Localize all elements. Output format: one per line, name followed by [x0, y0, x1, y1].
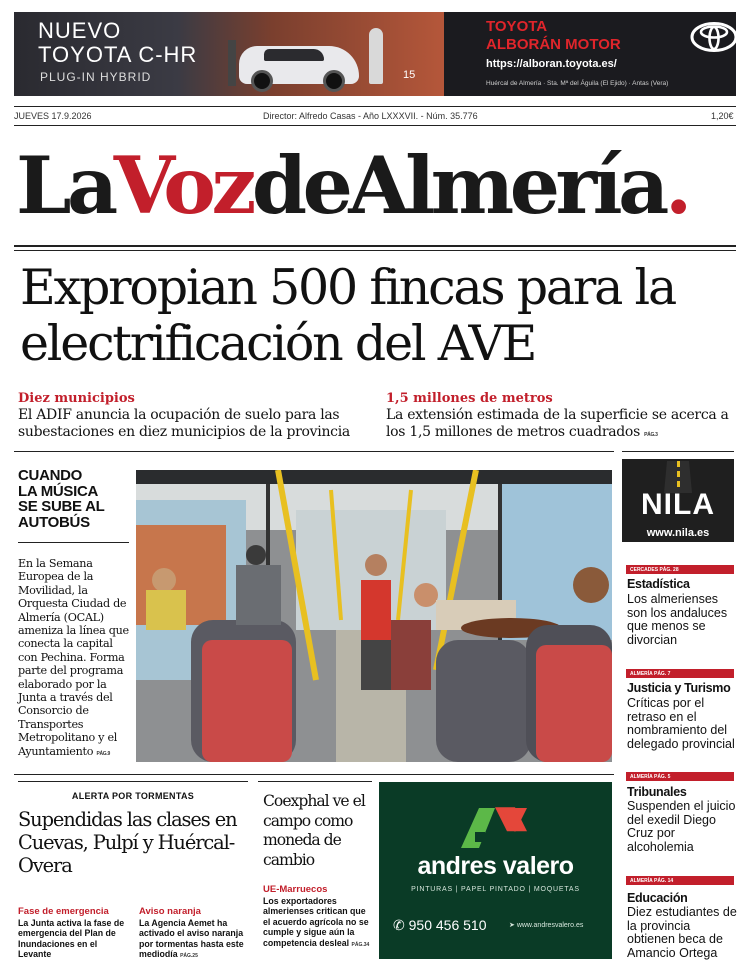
brief-tag: CERCADES PÁG. 28	[626, 565, 734, 574]
andres-valero-brand: andres valero	[417, 852, 574, 880]
music-body[interactable]: En la Semana Europea de la Movilidad, la Orquesta Ciudad de Almería (OCAL) ameniza la línea que conecta la capital con Pechina. Forma parte del programa elaborado por la Junta a través del Consorcio de Transportes Metropolitano y el Ayuntamiento PÁG.9	[18, 557, 129, 758]
coexphal-kicker: UE-Marruecos	[263, 884, 328, 895]
divider	[622, 451, 734, 452]
brief-title: Justicia y Turismo	[627, 681, 731, 695]
charger-post	[228, 40, 236, 86]
ad-headline-1: NUEVO	[38, 18, 122, 43]
divider	[14, 774, 614, 775]
andres-valero-logo-icon	[457, 806, 533, 850]
ad-tagline: PLUG-IN HYBRID	[40, 70, 152, 84]
lead-sub-2-kicker: 1,5 millones de metros	[386, 391, 553, 406]
lead-sub-1-text[interactable]: El ADIF anuncia la ocupación de suelo para las subestaciones en diez municipios de la provincia	[18, 407, 350, 440]
page-ref: PÁG.3	[644, 432, 658, 438]
coexphal-body[interactable]: Los exportadores almerienses critican que el acuerdo agrícola no se cumple y sigue aún la competencia desleal PÁG.34	[263, 896, 370, 948]
toyota-banner-ad[interactable]	[14, 12, 736, 96]
bus-orchestra-photo[interactable]	[136, 470, 612, 762]
brief-tag: ALMERÍA PÁG. 5	[626, 772, 734, 781]
lead-sub-2-body: La extensión estimada de la superficie se acerca a los 1,5 millones de metros cuadrados	[386, 407, 729, 440]
phone-icon: ✆	[393, 917, 409, 933]
coexphal-headline[interactable]: Coexphal ve el campo como moneda de cambio	[263, 792, 365, 869]
brief-body[interactable]: Diez estudiantes de la provincia obtienen beca de Amancio Ortega	[627, 905, 737, 960]
director-info: Director: Alfredo Casas - Año LXXXVII. - Núm. 35.776	[263, 111, 478, 121]
divider	[18, 781, 248, 782]
divider	[14, 250, 736, 251]
page-ref: PÁG.25	[180, 953, 198, 960]
divider	[18, 542, 129, 543]
andres-valero-phone[interactable]: ✆ 950 456 510	[393, 917, 487, 933]
toyota-logo-icon	[690, 22, 736, 52]
lead-headline[interactable]	[20, 260, 735, 372]
ad-badge-number: 15	[403, 69, 416, 81]
ad-url[interactable]: https://alboran.toyota.es/	[486, 58, 617, 70]
nila-url[interactable]: www.nila.es	[646, 527, 710, 539]
divider	[14, 245, 736, 247]
masthead-la: La	[16, 139, 114, 232]
andres-valero-url[interactable]: ➤ www.andresvalero.es	[509, 922, 584, 929]
storm-col-2-body[interactable]: La Agencia Aemet ha activado el aviso naranja por tormentas hasta este mediodía PÁG.25	[139, 918, 244, 960]
lead-sub-1-kicker: Diez municipios	[18, 391, 135, 406]
lead-headline-line-1: Expropian 500 fincas para la	[20, 259, 676, 316]
ad-headline-2: TOYOTA C-HR	[38, 42, 198, 67]
brief-title: Educación	[627, 891, 688, 905]
brief-title: Tribunales	[627, 785, 687, 799]
andres-valero-ad[interactable]	[379, 782, 612, 959]
brief-body[interactable]: Suspenden el juicio del exedil Diego Cruz por alcoholemia	[627, 799, 736, 854]
lead-headline-line-2: electrificación del AVE	[20, 315, 536, 372]
brief-body[interactable]: Los almerienses son los andaluces que menos se divorcian	[627, 592, 728, 647]
divider	[14, 451, 614, 452]
brief-body[interactable]: Críticas por el retraso en el nombramiento del delegado provincial	[627, 696, 735, 751]
divider	[14, 125, 736, 126]
ad-dealer-line-2: ALBORÁN MOTOR	[486, 36, 621, 53]
issue-date: JUEVES 17.9.2026	[14, 111, 92, 121]
car-window	[264, 49, 324, 61]
price: 1,20€	[711, 111, 734, 121]
ad-locations: Huércal de Almería · Sta. Mª del Águila (El Ejido) · Antas (Vera)	[486, 80, 669, 87]
masthead-voz: Voz	[113, 139, 252, 232]
andres-valero-services: PINTURAS | PAPEL PINTADO | MOQUETAS	[411, 886, 580, 893]
storm-col-2-kicker: Aviso naranja	[139, 906, 201, 917]
storm-col-1-kicker: Fase de emergencia	[18, 906, 109, 917]
nila-ad[interactable]	[622, 459, 734, 542]
person-illustration	[369, 28, 383, 84]
nila-brand: NILA	[641, 488, 715, 521]
ad-dealer-line-1: TOYOTA	[486, 18, 548, 35]
storm-strap: ALERTA POR TORMENTAS	[71, 791, 195, 801]
masthead-de-almeria: deAlmería	[251, 139, 665, 232]
music-kicker: CUANDO LA MÚSICA SE SUBE AL AUTOBÚS	[18, 467, 105, 531]
storm-headline[interactable]: Supendidas las clases en Cuevas, Pulpí y Huércal-Overa	[18, 808, 237, 877]
divider	[258, 781, 372, 782]
page-ref: PÁG.9	[96, 750, 110, 757]
brief-tag: ALMERÍA PÁG. 7	[626, 669, 734, 678]
page-ref: PÁG.34	[351, 941, 370, 948]
lead-sub-2-text[interactable]	[386, 407, 736, 444]
masthead-logo[interactable]	[16, 139, 688, 232]
masthead-dot: .	[664, 139, 688, 232]
brief-title: Estadística	[627, 577, 690, 591]
divider	[14, 106, 736, 107]
brief-tag: ALMERÍA PÁG. 14	[626, 876, 734, 885]
storm-col-1-body[interactable]: La Junta activa la fase de emergencia del Plan de Inundaciones en el Levante	[18, 918, 125, 960]
cursor-icon: ➤	[509, 922, 517, 929]
